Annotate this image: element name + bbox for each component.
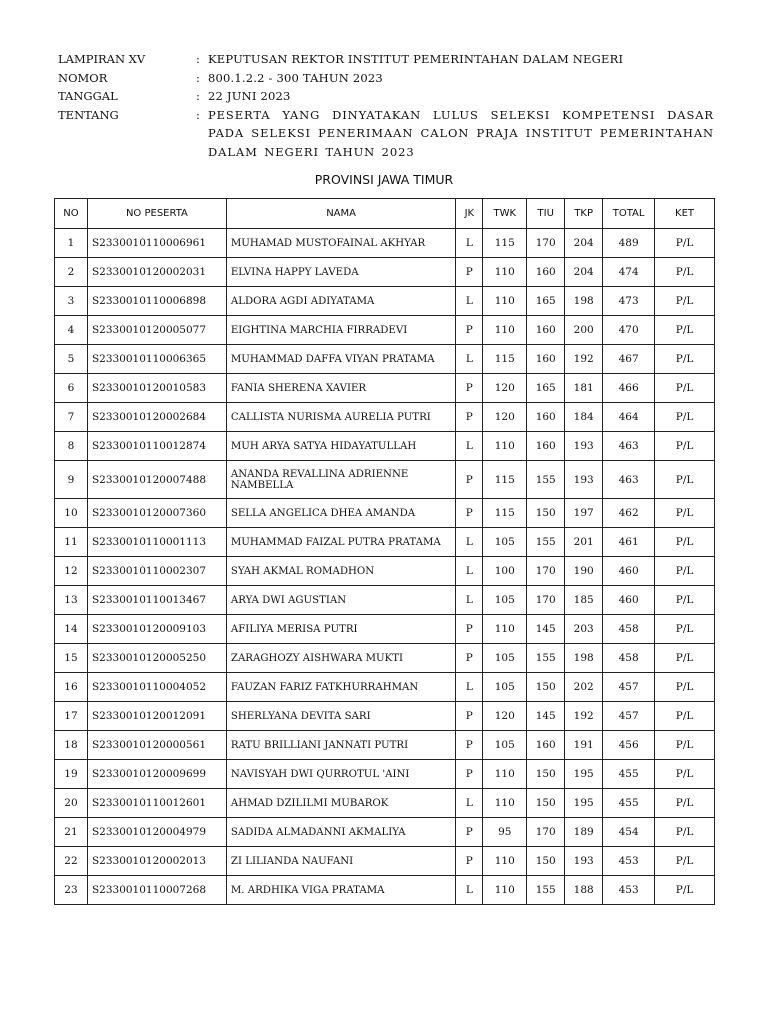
participant-number: S2330010120012091 <box>87 702 226 731</box>
score-tiu: 150 <box>527 789 565 818</box>
gender: P <box>456 847 483 876</box>
remark: P/L <box>655 258 715 287</box>
score-total: 460 <box>603 586 655 615</box>
gender: L <box>456 345 483 374</box>
row-number: 2 <box>55 258 88 287</box>
gender: L <box>456 789 483 818</box>
remark: P/L <box>655 499 715 528</box>
row-number: 6 <box>55 374 88 403</box>
participant-number: S2330010120002013 <box>87 847 226 876</box>
score-total: 456 <box>603 731 655 760</box>
gender: L <box>456 586 483 615</box>
column-header: TWK <box>483 199 527 229</box>
row-number: 23 <box>55 876 88 905</box>
gender: P <box>456 461 483 499</box>
remark: P/L <box>655 702 715 731</box>
header-label: TENTANG <box>58 107 119 122</box>
score-tiu: 150 <box>527 760 565 789</box>
document-header <box>58 50 714 161</box>
table-row <box>55 818 715 847</box>
column-header: NAMA <box>226 199 455 229</box>
participant-number: S2330010110013467 <box>87 586 226 615</box>
header-row-tanggal <box>58 87 714 106</box>
participant-number: S2330010120005077 <box>87 316 226 345</box>
score-total: 457 <box>603 702 655 731</box>
score-tkp: 197 <box>565 499 603 528</box>
score-total: 489 <box>603 229 655 258</box>
participant-number: S2330010110006898 <box>87 287 226 316</box>
participant-number: S2330010120000561 <box>87 731 226 760</box>
row-number: 17 <box>55 702 88 731</box>
score-twk: 120 <box>483 403 527 432</box>
table-row <box>55 789 715 818</box>
participant-name: AFILIYA MERISA PUTRI <box>226 615 455 644</box>
header-row-tentang <box>58 106 714 162</box>
gender: P <box>456 702 483 731</box>
gender: P <box>456 760 483 789</box>
score-twk: 115 <box>483 461 527 499</box>
header-label: NOMOR <box>58 70 108 85</box>
gender: L <box>456 876 483 905</box>
score-tiu: 170 <box>527 818 565 847</box>
remark: P/L <box>655 731 715 760</box>
remark: P/L <box>655 818 715 847</box>
score-total: 457 <box>603 673 655 702</box>
score-twk: 105 <box>483 673 527 702</box>
row-number: 15 <box>55 644 88 673</box>
participant-name: ZI LILIANDA NAUFANI <box>226 847 455 876</box>
table-row <box>55 287 715 316</box>
participant-name: SADIDA ALMADANNI AKMALIYA <box>226 818 455 847</box>
province-title: PROVINSI JAWA TIMUR <box>314 172 454 187</box>
gender: L <box>456 528 483 557</box>
remark: P/L <box>655 432 715 461</box>
score-tiu: 170 <box>527 229 565 258</box>
score-total: 458 <box>603 644 655 673</box>
score-tiu: 165 <box>527 374 565 403</box>
remark: P/L <box>655 760 715 789</box>
column-header: TOTAL <box>603 199 655 229</box>
participant-number: S2330010110006961 <box>87 229 226 258</box>
score-twk: 95 <box>483 818 527 847</box>
table-row <box>55 499 715 528</box>
participant-name: MUHAMAD MUSTOFAINAL AKHYAR <box>226 229 455 258</box>
score-twk: 110 <box>483 316 527 345</box>
gender: P <box>456 731 483 760</box>
score-total: 455 <box>603 760 655 789</box>
score-twk: 110 <box>483 287 527 316</box>
table-row <box>55 876 715 905</box>
score-tkp: 203 <box>565 615 603 644</box>
header-colon: : <box>196 52 200 66</box>
score-tiu: 165 <box>527 287 565 316</box>
remark: P/L <box>655 229 715 258</box>
column-header: NO <box>55 199 88 229</box>
gender: P <box>456 818 483 847</box>
score-twk: 110 <box>483 615 527 644</box>
table-row <box>55 615 715 644</box>
row-number: 18 <box>55 731 88 760</box>
participant-number: S2330010110012874 <box>87 432 226 461</box>
participant-number: S2330010110004052 <box>87 673 226 702</box>
score-total: 463 <box>603 461 655 499</box>
row-number: 5 <box>55 345 88 374</box>
score-twk: 110 <box>483 432 527 461</box>
table-row <box>55 528 715 557</box>
score-total: 473 <box>603 287 655 316</box>
score-total: 453 <box>603 876 655 905</box>
remark: P/L <box>655 557 715 586</box>
row-number: 11 <box>55 528 88 557</box>
participant-name: ALDORA AGDI ADIYATAMA <box>226 287 455 316</box>
header-colon: : <box>196 70 200 85</box>
score-twk: 100 <box>483 557 527 586</box>
remark: P/L <box>655 615 715 644</box>
score-total: 454 <box>603 818 655 847</box>
remark: P/L <box>655 847 715 876</box>
participant-name: MUHAMMAD DAFFA VIYAN PRATAMA <box>226 345 455 374</box>
remark: P/L <box>655 876 715 905</box>
remark: P/L <box>655 374 715 403</box>
table-row <box>55 345 715 374</box>
remark: P/L <box>655 644 715 673</box>
score-tkp: 195 <box>565 789 603 818</box>
row-number: 9 <box>55 461 88 499</box>
participant-number: S2330010110006365 <box>87 345 226 374</box>
score-tiu: 155 <box>527 528 565 557</box>
score-tiu: 155 <box>527 461 565 499</box>
participant-number: S2330010110002307 <box>87 557 226 586</box>
score-twk: 105 <box>483 586 527 615</box>
participant-number: S2330010120002031 <box>87 258 226 287</box>
results-table <box>54 198 715 905</box>
participant-name: ARYA DWI AGUSTIAN <box>226 586 455 615</box>
row-number: 12 <box>55 557 88 586</box>
score-tiu: 160 <box>527 432 565 461</box>
score-twk: 110 <box>483 847 527 876</box>
remark: P/L <box>655 528 715 557</box>
table-row <box>55 258 715 287</box>
score-tkp: 191 <box>565 731 603 760</box>
score-tkp: 193 <box>565 847 603 876</box>
table-row <box>55 316 715 345</box>
table-row <box>55 702 715 731</box>
row-number: 20 <box>55 789 88 818</box>
score-twk: 115 <box>483 499 527 528</box>
participant-name: AHMAD DZILILMI MUBAROK <box>226 789 455 818</box>
row-number: 1 <box>55 229 88 258</box>
row-number: 22 <box>55 847 88 876</box>
header-label: TANGGAL <box>58 89 118 103</box>
score-twk: 110 <box>483 876 527 905</box>
score-total: 462 <box>603 499 655 528</box>
score-total: 461 <box>603 528 655 557</box>
header-colon: : <box>196 107 200 122</box>
header-value: 800.1.2.2 - 300 TAHUN 2023 <box>208 70 383 85</box>
score-tkp: 192 <box>565 702 603 731</box>
score-tkp: 192 <box>565 345 603 374</box>
score-tiu: 160 <box>527 403 565 432</box>
remark: P/L <box>655 461 715 499</box>
participant-name: CALLISTA NURISMA AURELIA PUTRI <box>226 403 455 432</box>
column-header: TKP <box>565 199 603 229</box>
column-header: JK <box>456 199 483 229</box>
score-tiu: 150 <box>527 499 565 528</box>
gender: P <box>456 374 483 403</box>
score-tiu: 170 <box>527 586 565 615</box>
score-tiu: 160 <box>527 345 565 374</box>
participant-name: SYAH AKMAL ROMADHON <box>226 557 455 586</box>
score-twk: 105 <box>483 528 527 557</box>
score-tkp: 204 <box>565 229 603 258</box>
remark: P/L <box>655 316 715 345</box>
remark: P/L <box>655 287 715 316</box>
score-tkp: 198 <box>565 644 603 673</box>
score-tkp: 204 <box>565 258 603 287</box>
gender: P <box>456 316 483 345</box>
gender: P <box>456 403 483 432</box>
table-row <box>55 847 715 876</box>
score-tiu: 160 <box>527 258 565 287</box>
score-total: 453 <box>603 847 655 876</box>
participant-number: S2330010120002684 <box>87 403 226 432</box>
score-twk: 110 <box>483 789 527 818</box>
row-number: 13 <box>55 586 88 615</box>
table-header-row <box>55 199 715 229</box>
score-twk: 110 <box>483 258 527 287</box>
gender: L <box>456 229 483 258</box>
participant-number: S2330010120009699 <box>87 760 226 789</box>
gender: L <box>456 673 483 702</box>
score-tiu: 145 <box>527 615 565 644</box>
column-header: KET <box>655 199 715 229</box>
score-twk: 110 <box>483 760 527 789</box>
score-tkp: 185 <box>565 586 603 615</box>
participant-number: S2330010120004979 <box>87 818 226 847</box>
score-total: 460 <box>603 557 655 586</box>
row-number: 19 <box>55 760 88 789</box>
participant-name: MUHAMMAD FAIZAL PUTRA PRATAMA <box>226 528 455 557</box>
score-tiu: 160 <box>527 316 565 345</box>
header-value-tentang: PESERTA YANG DINYATAKAN LULUS SELEKSI KOMPETENSI DASAR PADA SELEKSI PENERIMAAN CALON PRAJA INSTITUT PEMERINTAHAN DALAM NEGERI TAHUN 2023 <box>208 107 714 159</box>
score-twk: 120 <box>483 374 527 403</box>
score-tkp: 193 <box>565 461 603 499</box>
score-tiu: 170 <box>527 557 565 586</box>
remark: P/L <box>655 673 715 702</box>
row-number: 7 <box>55 403 88 432</box>
score-tiu: 150 <box>527 847 565 876</box>
participant-name: M. ARDHIKA VIGA PRATAMA <box>226 876 455 905</box>
score-tkp: 188 <box>565 876 603 905</box>
gender: P <box>456 644 483 673</box>
gender: L <box>456 432 483 461</box>
header-value: 22 JUNI 2023 <box>208 89 291 103</box>
participant-number: S2330010120010583 <box>87 374 226 403</box>
remark: P/L <box>655 403 715 432</box>
table-row <box>55 586 715 615</box>
participant-number: S2330010120007488 <box>87 461 226 499</box>
table-row <box>55 673 715 702</box>
score-tkp: 201 <box>565 528 603 557</box>
table-body <box>55 229 715 905</box>
score-total: 463 <box>603 432 655 461</box>
table-row <box>55 731 715 760</box>
row-number: 8 <box>55 432 88 461</box>
table-row <box>55 432 715 461</box>
score-tkp: 189 <box>565 818 603 847</box>
column-header: NO PESERTA <box>87 199 226 229</box>
table-row <box>55 760 715 789</box>
table-row <box>55 644 715 673</box>
header-colon: : <box>196 89 200 103</box>
score-total: 455 <box>603 789 655 818</box>
score-tiu: 160 <box>527 731 565 760</box>
score-tiu: 155 <box>527 876 565 905</box>
header-row-lampiran <box>58 50 714 69</box>
participant-name: NAVISYAH DWI QURROTUL 'AINI <box>226 760 455 789</box>
score-tkp: 202 <box>565 673 603 702</box>
participant-name: SHERLYANA DEVITA SARI <box>226 702 455 731</box>
score-tkp: 190 <box>565 557 603 586</box>
score-tkp: 193 <box>565 432 603 461</box>
table-row <box>55 557 715 586</box>
header-value: KEPUTUSAN REKTOR INSTITUT PEMERINTAHAN DALAM NEGERI <box>208 52 624 66</box>
participant-number: S2330010120007360 <box>87 499 226 528</box>
gender: P <box>456 615 483 644</box>
score-total: 464 <box>603 403 655 432</box>
score-total: 470 <box>603 316 655 345</box>
remark: P/L <box>655 586 715 615</box>
score-tkp: 200 <box>565 316 603 345</box>
row-number: 3 <box>55 287 88 316</box>
participant-number: S2330010110012601 <box>87 789 226 818</box>
participant-name: RATU BRILLIANI JANNATI PUTRI <box>226 731 455 760</box>
score-tkp: 184 <box>565 403 603 432</box>
table-row <box>55 229 715 258</box>
score-total: 467 <box>603 345 655 374</box>
participant-name: ANANDA REVALLINA ADRIENNE NAMBELLA <box>226 461 455 499</box>
row-number: 4 <box>55 316 88 345</box>
header-row-nomor <box>58 69 714 88</box>
score-twk: 115 <box>483 229 527 258</box>
score-twk: 105 <box>483 731 527 760</box>
score-tiu: 145 <box>527 702 565 731</box>
participant-name: SELLA ANGELICA DHEA AMANDA <box>226 499 455 528</box>
score-total: 474 <box>603 258 655 287</box>
row-number: 14 <box>55 615 88 644</box>
gender: P <box>456 258 483 287</box>
score-tiu: 155 <box>527 644 565 673</box>
participant-name: ZARAGHOZY AISHWARA MUKTI <box>226 644 455 673</box>
participant-name: EIGHTINA MARCHIA FIRRADEVI <box>226 316 455 345</box>
participant-number: S2330010120009103 <box>87 615 226 644</box>
remark: P/L <box>655 345 715 374</box>
score-total: 458 <box>603 615 655 644</box>
header-label: LAMPIRAN XV <box>58 52 146 66</box>
participant-name: FAUZAN FARIZ FATKHURRAHMAN <box>226 673 455 702</box>
gender: L <box>456 557 483 586</box>
column-header: TIU <box>527 199 565 229</box>
participant-number: S2330010110007268 <box>87 876 226 905</box>
participant-name: ELVINA HAPPY LAVEDA <box>226 258 455 287</box>
participant-number: S2330010120005250 <box>87 644 226 673</box>
table-row <box>55 461 715 499</box>
gender: L <box>456 287 483 316</box>
remark: P/L <box>655 789 715 818</box>
participant-name: FANIA SHERENA XAVIER <box>226 374 455 403</box>
row-number: 10 <box>55 499 88 528</box>
score-tkp: 181 <box>565 374 603 403</box>
score-total: 466 <box>603 374 655 403</box>
table-row <box>55 374 715 403</box>
score-tiu: 150 <box>527 673 565 702</box>
row-number: 16 <box>55 673 88 702</box>
score-tkp: 195 <box>565 760 603 789</box>
participant-name: MUH ARYA SATYA HIDAYATULLAH <box>226 432 455 461</box>
score-twk: 120 <box>483 702 527 731</box>
row-number: 21 <box>55 818 88 847</box>
table-row <box>55 403 715 432</box>
score-tkp: 198 <box>565 287 603 316</box>
score-twk: 115 <box>483 345 527 374</box>
score-twk: 105 <box>483 644 527 673</box>
participant-number: S2330010110001113 <box>87 528 226 557</box>
gender: P <box>456 499 483 528</box>
